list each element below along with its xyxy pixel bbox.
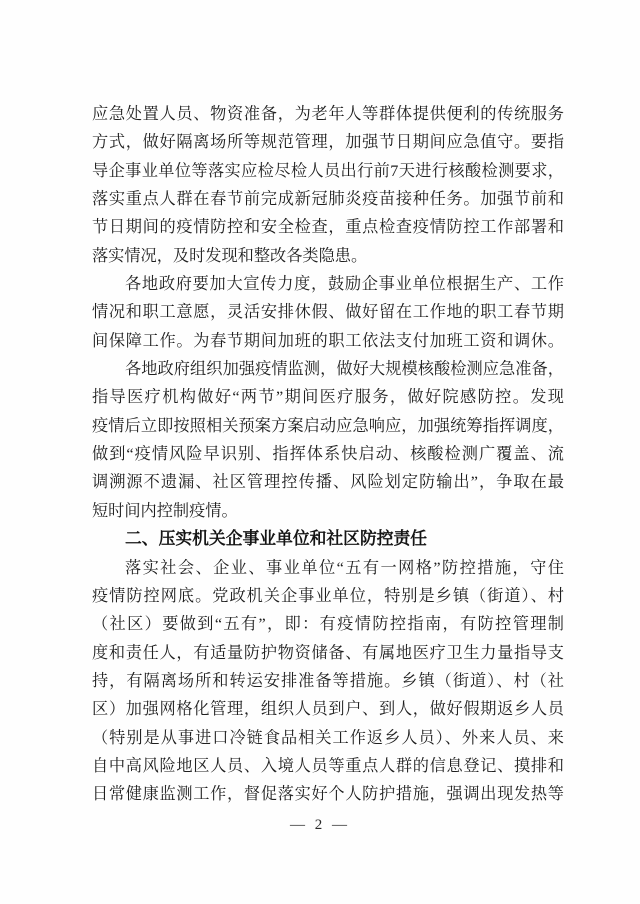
document-text-block (92, 100, 564, 809)
body-line: 疫情防控网底。党政机关企事业单位，特别是乡镇（街道）、村 (92, 586, 564, 605)
body-line: 度和责任人，有适量防护物资储备、有属地医疗卫生力量指导支 (92, 643, 564, 662)
body-line: 区）加强网格化管理，组织人员到户、到人，做好假期返乡人员 (92, 700, 564, 719)
page-number: — 2 — (290, 817, 350, 833)
body-line: 日常健康监测工作，督促落实好个人防护措施，强调出现发热等 (92, 785, 564, 804)
body-line: 落实社会、企业、事业单位“五有一网格”防控措施，守住 (125, 558, 564, 577)
body-line: 自中高风险地区人员、入境人员等重点人群的信息登记、摸排和 (92, 756, 564, 775)
body-line: 各地政府组织加强疫情监测，做好大规模核酸检测应急准备， (125, 360, 564, 379)
body-line: （社区）要做到“五有”，即：有疫情防控指南，有防控管理制 (92, 615, 564, 634)
body-line: 间保障工作。为春节期间加班的职工依法支付加班工资和调休。 (92, 331, 564, 350)
body-line: 方式，做好隔离场所等规范管理，加强节日期间应急值守。要指 (92, 133, 564, 152)
body-line: 应急处置人员、物资准备，为老年人等群体提供便利的传统服务 (92, 105, 564, 123)
body-line: 节日期间的疫情防控和安全检查，重点检查疫情防控工作部署和 (92, 218, 564, 237)
body-line: 调溯源不遗漏、社区管理控传播、风险划定防输出”，争取在最 (92, 473, 564, 492)
body-line: 持，有隔离场所和转运安排准备等措施。乡镇（街道）、村（社 (92, 671, 564, 690)
body-line: 做到“疫情风险早识别、指挥体系快启动、核酸检测广覆盖、流 (92, 445, 564, 464)
body-line: 情况和职工意愿，灵活安排休假、做好留在工作地的职工春节期 (92, 303, 564, 322)
body-line: 指导医疗机构做好“两节”期间医疗服务，做好院感防控。发现 (92, 388, 564, 407)
body-line: 各地政府要加大宣传力度，鼓励企事业单位根据生产、工作 (125, 275, 564, 294)
body-line: 疫情后立即按照相关预案方案启动应急响应，加强统筹指挥调度， (92, 416, 564, 435)
body-line: （特别是从事进口冷链食品相关工作返乡人员）、外来人员、来 (92, 728, 564, 747)
body-line: 落实重点人群在春节前完成新冠肺炎疫苗接种任务。加强节前和 (92, 190, 564, 209)
body-line: 短时间内控制疫情。 (92, 501, 238, 520)
body-line: 落实情况，及时发现和整改各类隐患。 (92, 246, 368, 265)
body-line: 导企事业单位等落实应检尽检人员出行前7天进行核酸检测要求， (92, 161, 564, 180)
section-heading: 二、压实机关企事业单位和社区防控责任 (125, 529, 428, 549)
